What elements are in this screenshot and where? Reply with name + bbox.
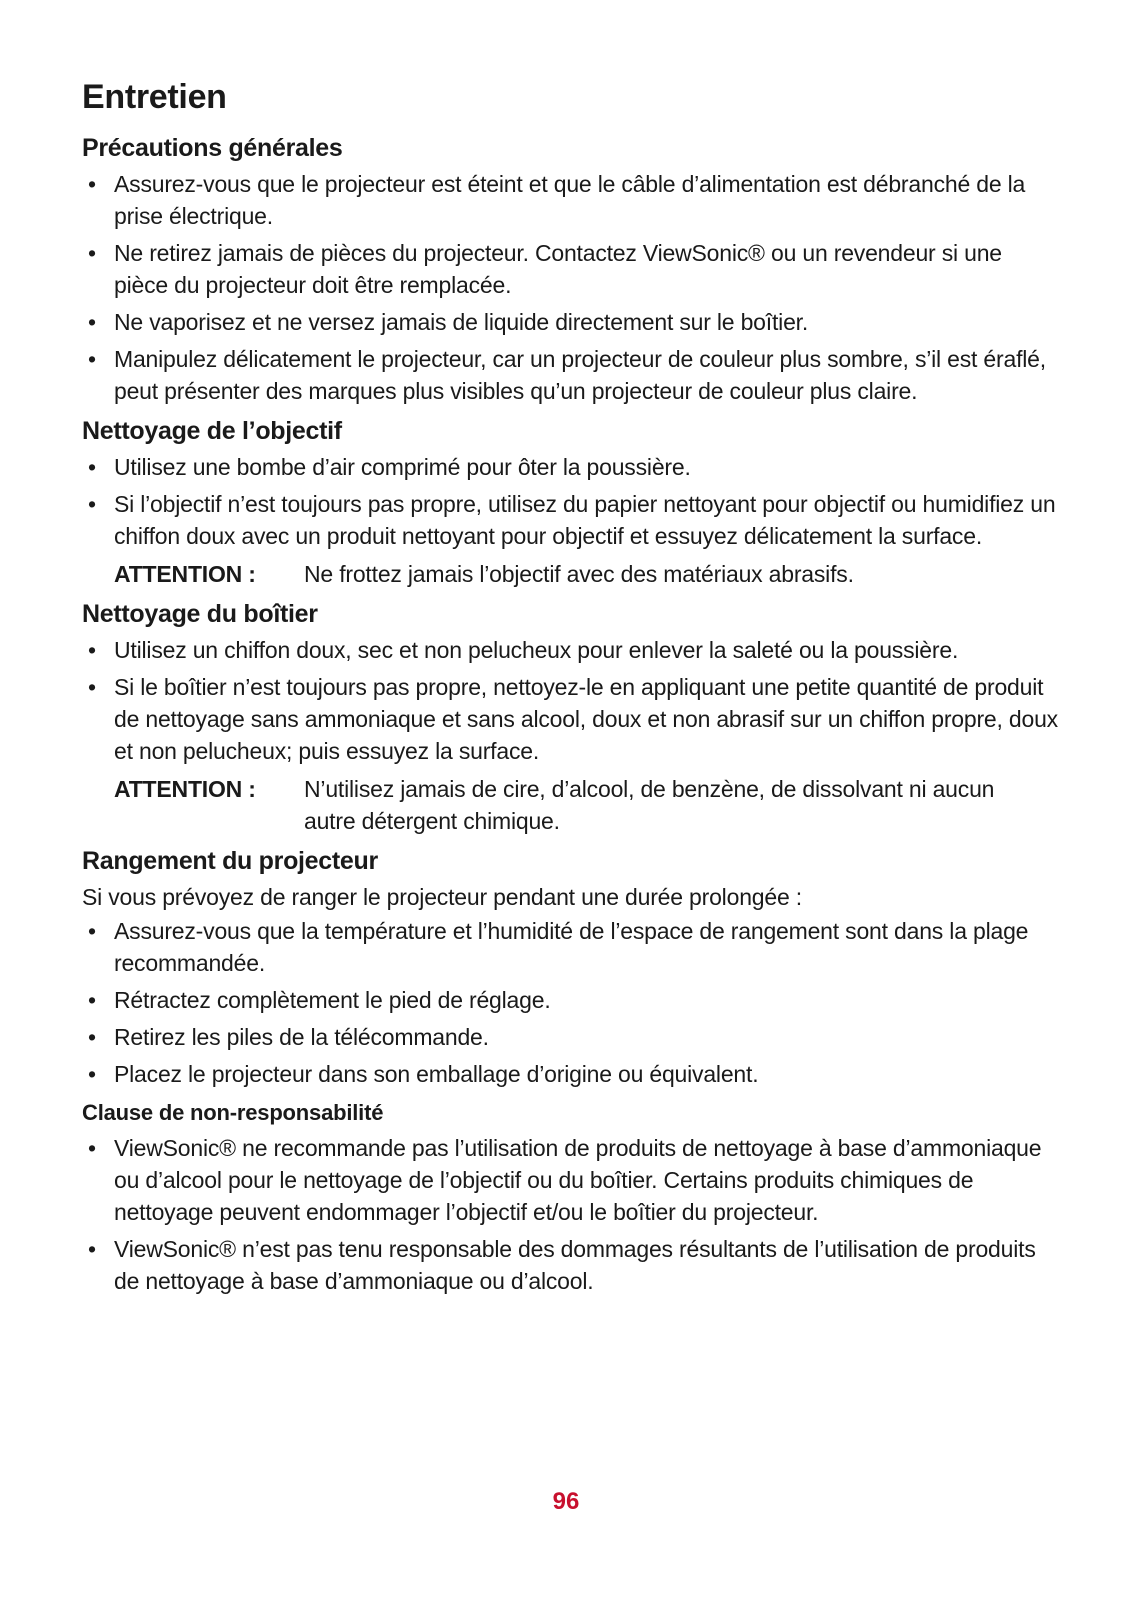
- page-title: Entretien: [82, 78, 227, 116]
- section-heading: Nettoyage de l’objectif: [82, 417, 342, 445]
- list-item: • Retirez les piles de la télécommande.: [82, 1021, 1062, 1053]
- list-item: • Si le boîtier n’est toujours pas propre, nettoyez-le en appliquant une petite quantité de produit de nettoyage sans ammoniaque et sans alcool, doux et non abrasif sur un chiffon propre, doux et non pelucheux; puis essuyez la surface.: [82, 671, 1062, 767]
- bullet-list: [82, 634, 1062, 767]
- section-heading: Rangement du projecteur: [82, 847, 378, 875]
- attention-note: [114, 773, 1062, 837]
- bullet-list: [82, 1132, 1062, 1297]
- list-item: • Placez le projecteur dans son emballage d’origine ou équivalent.: [82, 1058, 1062, 1090]
- list-item: • Manipulez délicatement le projecteur, car un projecteur de couleur plus sombre, s’il est éraflé, peut présenter des marques plus visibles qu’un projecteur de couleur plus claire.: [82, 343, 1062, 407]
- section-heading: Précautions générales: [82, 134, 343, 162]
- bullet-list: [82, 915, 1062, 1090]
- section-case-cleaning: [82, 596, 1062, 837]
- section-lens-cleaning: [82, 413, 1062, 590]
- attention-text: Ne frottez jamais l’objectif avec des matériaux abrasifs.: [304, 561, 854, 587]
- list-item: • Ne vaporisez et ne versez jamais de liquide directement sur le boîtier.: [82, 306, 1062, 338]
- attention-label: ATTENTION :: [114, 561, 256, 587]
- section-projector-storage: [82, 843, 1062, 1090]
- list-item: • Ne retirez jamais de pièces du projecteur. Contactez ViewSonic® ou un revendeur si une pièce du projecteur doit être remplacée.: [82, 237, 1062, 301]
- list-item: • ViewSonic® n’est pas tenu responsable des dommages résultants de l’utilisation de produits de nettoyage à base d’ammoniaque ou d’alcool.: [82, 1233, 1062, 1297]
- list-item: • Assurez-vous que la température et l’humidité de l’espace de rangement sont dans la plage recommandée.: [82, 915, 1062, 979]
- bullet-list: [82, 451, 1062, 552]
- list-item: • Assurez-vous que le projecteur est éteint et que le câble d’alimentation est débranché de la prise électrique.: [82, 168, 1062, 232]
- section-disclaimer: [82, 1096, 1062, 1297]
- list-item: • ViewSonic® ne recommande pas l’utilisation de produits de nettoyage à base d’ammoniaque ou d’alcool pour le nettoyage de l’objectif ou du boîtier. Certains produits chimiques de nettoyage peuvent endommager l’objectif et/ou le boîtier du projecteur.: [82, 1132, 1062, 1228]
- list-item: • Rétractez complètement le pied de réglage.: [82, 984, 1062, 1016]
- section-intro: Si vous prévoyez de ranger le projecteur pendant une durée prolongée :: [82, 884, 802, 910]
- bullet-list: [82, 168, 1062, 407]
- attention-label: ATTENTION :: [114, 776, 256, 802]
- section-heading: Nettoyage du boîtier: [82, 600, 318, 628]
- document-page: [82, 74, 1062, 1303]
- attention-text: N’utilisez jamais de cire, d’alcool, de benzène, de dissolvant ni aucun autre détergent chimique.: [304, 776, 995, 834]
- section-general-precautions: [82, 130, 1062, 407]
- section-heading: Clause de non-responsabilité: [82, 1100, 384, 1125]
- list-item: • Utilisez une bombe d’air comprimé pour ôter la poussière.: [82, 451, 1062, 483]
- attention-note: [114, 558, 1062, 590]
- list-item: • Utilisez un chiffon doux, sec et non pelucheux pour enlever la saleté ou la poussière.: [82, 634, 1062, 666]
- page-number: 96: [552, 1488, 580, 1515]
- list-item: • Si l’objectif n’est toujours pas propre, utilisez du papier nettoyant pour objectif ou humidifiez un chiffon doux avec un produit nettoyant pour objectif et essuyez délicatement la surface.: [82, 488, 1062, 552]
